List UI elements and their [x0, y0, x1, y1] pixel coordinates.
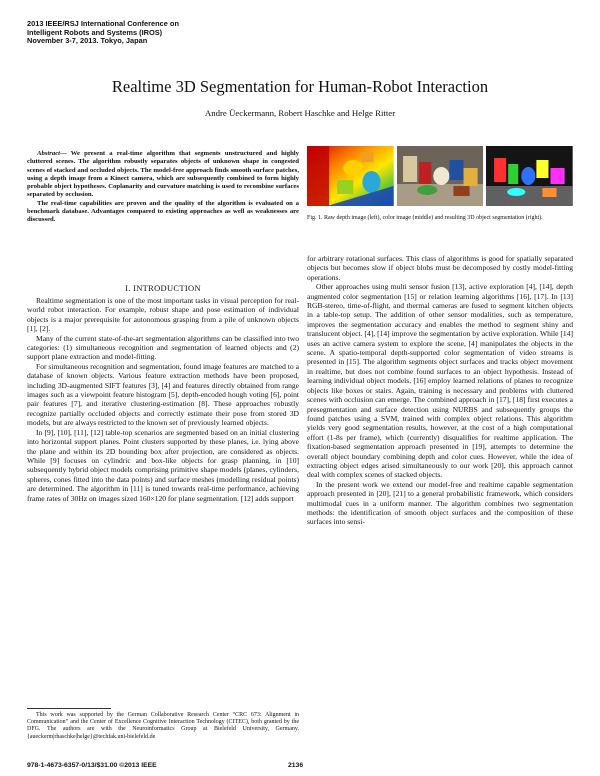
figure-1	[307, 146, 573, 206]
conference-header	[27, 20, 327, 46]
section-heading-introduction: I. INTRODUCTION	[125, 283, 201, 293]
depth-image	[307, 146, 394, 206]
footnote: This work was supported by the German Collaborative Research Center “CRC 673: Alignment in Communication” and the Center of Excellence Cognitive Interaction Technology (CITEC), both granted by the DFG. The authors are with the Neuroinformatics Group at Bielefeld University, Germany. {aueckerm|rhaschke|helge}@techfak.uni-bielefeld.de	[27, 712, 299, 740]
intro-paragraph: Other approaches using multi sensor fusion [13], active exploration [4], [14], depth augmented color segmentation [15] or relation learning algorithms [16], [17]. In [13] RGB-stereo, time-of-flight, and thermal cameras are fused to segment kitchen objects in a table-top setup. The addition of other sensor modalities, such as temperature, improves the segmentation accuracy and enables the method to segment shiny and translucent object. [4], [14] improve the segmentation by active exploration. While [14] uses an active camera system to explore the scene, [4] manipulates the objects in the scene. A spatio-temporal depth-supported color segmentation of video streams is presented in [15]. The algorithm segments object surfaces and tracks object movement in realtime, but does not combine found surfaces to an object hypothesis. Instead of learning individual object models, [16] employ learned relations of planes to recognize objects like boxes or stairs. Again, training is necessary and problems with cluttered scenes with occlusion can emerge. The combined approach in [17], [18] first executes a presegmentation and surface detection using NURBS and subsequently groups the found patches using a SVM, trained with complex object relations. This algorithm yields very good segmentation results, however, at the cost of a high computational effort (1-8s per frame), which (currently) disqualifies for realtime application. The fixation-based segmentation approach presented in [19], attempts to determine the overall object boundary combining depth and color cues. However, while the idea of extracting object edges arised simultaneously to our work [20], this approach cannot deal with complex scenes of stacked objects.	[307, 282, 573, 480]
intro-paragraph: In [9], [10], [11], [12] table-top scenarios are segmented based on an initial clustering into horizontal support planes. Point clusters supported by these planes, i.e. lying above the plane and within its 2D bounding box after projection, are considered as objects. While [9] focuses on cylindric and box-like objects for grasp planning, in [10] subsequently hybrid object models comprising primitive shape models (planes, cylinders, spheres, cones fitted into the data points) and surface meshes (modelling residual points) are determined. The algorithm in [11] is tuned towards real-time performance, achieving frame rates of 30Hz on images sized 160×120 for plane segmentation. [12] adds support	[27, 427, 299, 503]
intro-paragraph: In the present work we extend our model-free and realtime capable segmentation approach presented in [20], [21] to a general probabilistic framework, which considers multimodal cues in a uniform manner. The algorithm combines two segmentation methods: the identification of smooth object surfaces and the composition of these surfaces into sensi-	[307, 479, 573, 527]
left-column-body	[27, 296, 299, 503]
color-image	[397, 146, 484, 206]
intro-paragraph: For simultaneous recognition and segmentation, found image features are matched to a database of known objects. Various feature extraction methods have been proposed, including 3D-augmented SIFT features [3], [4] and features directly obtained from range images such as a viewpoint feature histogram [5], depth-encoded hough voting [6], point pair features [7], and iterative clustering-estimation [8]. These approaches robustly recognize partially occluded objects and correctly estimate their pose from stored 3D models, but are always restricted to the known set of previously learned objects.	[27, 361, 299, 428]
page-number: 2136	[288, 762, 304, 769]
author-list: Andre Üeckermann, Robert Haschke and Helge Ritter	[204, 108, 396, 118]
depth-image-panel	[307, 146, 394, 206]
isbn-copyright: 978-1-4673-6357-0/13/$31.00 ©2013 IEEE	[27, 762, 157, 769]
abstract-paragraph-2: The real-time capabilities are proven and the quality of the algorithm is evaluated on a benchmark database. Advantages compared to existing approaches as well as weaknesses are discussed.	[27, 199, 299, 224]
abstract-label: Abstract	[37, 150, 61, 157]
footnote-divider	[27, 708, 111, 709]
intro-paragraph: for arbitrary rotational surfaces. This class of algorithms is good for spatially separated objects but becomes slow if object blobs must be decomposed by costly model-fitting operations.	[307, 254, 573, 282]
intro-paragraph: Realtime segmentation is one of the most important tasks in visual perception for real-world robot interaction. For example, robust shape and pose estimation of individual objects is a major prerequisite for autonomous grasping from a pile of unknown objects [1], [2].	[27, 296, 299, 334]
intro-paragraph: Many of the current state-of-the-art segmentation algorithms can be classified into two categories: (1) simultaneous recognition and segmentation of learned objects and (2) support plane extraction and model-fitting.	[27, 333, 299, 362]
figure-caption: Fig. 1. Raw depth image (left), color image (middle) and resulting 3D object segmentation (right).	[307, 215, 543, 221]
conference-line-2: Intelligent Robots and Systems (IROS)	[27, 27, 163, 37]
abstract	[27, 150, 299, 225]
segmentation-image-panel	[486, 146, 573, 206]
right-column-body	[307, 254, 573, 527]
conference-line-3: November 3-7, 2013. Tokyo, Japan	[27, 36, 148, 46]
abstract-paragraph-1	[27, 150, 299, 200]
paper-title: Realtime 3D Segmentation for Human-Robot Interaction	[111, 77, 489, 96]
conference-line-1: 2013 IEEE/RSJ International Conference on	[27, 19, 179, 28]
segmentation-image	[486, 146, 573, 206]
abstract-text-1: — We present a real-time algorithm that segments unstructured and highly cluttered scenes. The algorithm robustly separates objects of unknown shape in congested scenes of stacked and occluded objects. The model-free approach finds smooth surface patches, using a depth image from a Kinect camera, which are subsequently combined to form highly probable object hypotheses. Coplanarity and curvature matching is used to recombine surfaces separated by occlusion.	[27, 150, 299, 199]
color-image-panel	[397, 146, 484, 206]
